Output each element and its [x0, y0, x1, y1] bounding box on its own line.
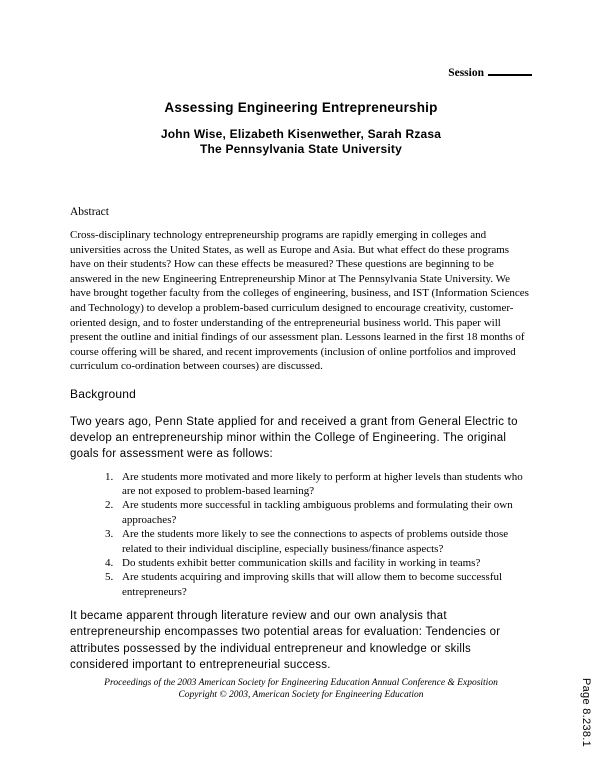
- background-heading: Background: [70, 386, 137, 401]
- paper-title: Assessing Engineering Entrepreneurship: [164, 100, 438, 115]
- session-label: Session: [448, 67, 484, 79]
- list-item: [70, 570, 532, 599]
- session-blank-line: [488, 73, 532, 76]
- list-item-text: Do students exhibit better communication skills and facility in working in teams?: [122, 556, 481, 569]
- list-item-text: Are students more motivated and more likely to perform at higher levels than students who are not exposed to problem-based learning?: [122, 470, 523, 497]
- list-item-number: 5.: [105, 571, 114, 584]
- list-item-number: 4.: [105, 556, 114, 569]
- authors-block: [70, 127, 532, 156]
- list-item: [70, 527, 532, 556]
- proceedings-footer: [70, 678, 532, 701]
- copyright-line: Copyright © 2003, American Society for Engineering Education: [178, 689, 424, 700]
- session-row: [70, 67, 532, 80]
- list-item-number: 3.: [105, 528, 114, 541]
- page-number: Page 8.238.1: [580, 678, 592, 748]
- list-item: [70, 498, 532, 527]
- abstract-heading: Abstract: [70, 206, 109, 218]
- background-intro-paragraph: Two years ago, Penn State applied for and received a grant from General Electric to develop an entrepreneurship minor within the College of Engineering. The original goals for assessment were as follows:: [70, 415, 518, 461]
- list-item: [70, 556, 532, 570]
- proceedings-line: Proceedings of the 2003 American Society for Engineering Education Annual Conference & Exposition: [104, 678, 498, 689]
- list-item: [70, 470, 532, 499]
- page-content: [70, 0, 532, 701]
- list-item-text: Are the students more likely to see the connections to aspects of problems outside those related to their individual discipline, especially business/finance aspects?: [122, 528, 509, 555]
- list-item-number: 1.: [105, 470, 114, 483]
- abstract-paragraph: Cross-disciplinary technology entrepreneurship programs are rapidly emerging in colleges and universities across the United States, as well as Europe and Asia. But what effect do these programs have on their students? How can these effects be measured? These questions are beginning to be answered in the new Engineering Entrepreneurship Minor at The Pennsylvania State University. We have brought together faculty from the colleges of engineering, business, and IST (Information Sciences and Technology) to develop a problem-based curriculum designed to encourage creativity, customer-oriented design, and to foster understanding of the entrepreneurial business world. This paper will present the outline and initial findings of our assessment plan. Lessons learned in the first 18 months of course offering will be shared, and recent improvements (inclusion of online portfolios and improved curriculum co-ordination between courses) are discussed.: [70, 229, 529, 373]
- list-item-text: Are students more successful in tackling ambiguous problems and formulating their own approaches?: [122, 499, 513, 526]
- affiliation: The Pennsylvania State University: [199, 141, 402, 156]
- assessment-goals-list: [70, 470, 532, 600]
- list-item-number: 2.: [105, 499, 114, 512]
- author-names: John Wise, Elizabeth Kisenwether, Sarah Rzasa: [160, 127, 442, 141]
- list-item-text: Are students acquiring and improving skills that will allow them to become successful entrepreneurs?: [122, 571, 503, 598]
- conclusion-paragraph: It became apparent through literature review and our own analysis that entrepreneurship encompasses two potential areas for evaluation: Tendencies or attributes possessed by the individual entrepreneur and knowledge or skills considered important to entrepreneurial success.: [70, 610, 501, 671]
